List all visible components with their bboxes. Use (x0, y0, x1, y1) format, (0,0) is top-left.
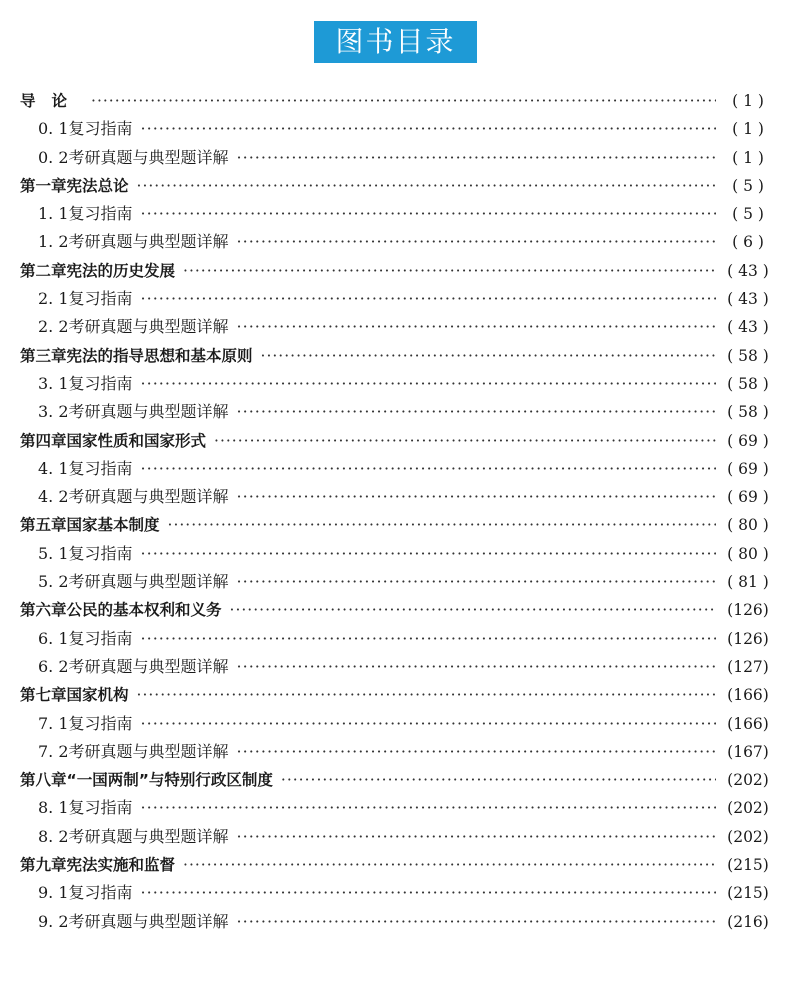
section-title: 考研真题与典型题详解 (68, 826, 229, 846)
page-number: (126) (727, 629, 769, 648)
toc-section-entry[interactable] (20, 115, 772, 143)
section-number: 6. 1 (38, 628, 69, 648)
section-number: 5. 2 (38, 572, 69, 592)
chapter-title: 公民的基本权利和义务 (66, 601, 222, 620)
page-number: ( 58 ) (727, 374, 769, 393)
dot-leader (237, 144, 716, 172)
dot-leader (141, 540, 716, 568)
section-title: 复习指南 (68, 289, 133, 309)
dot-leader (237, 653, 716, 681)
chapter-number: 第五章 (20, 516, 67, 535)
toc-section-entry[interactable] (20, 455, 772, 483)
section-title: 复习指南 (68, 798, 133, 818)
section-number: 7. 2 (38, 741, 69, 761)
chapter-title: 国家机构 (66, 686, 129, 705)
dot-leader (91, 87, 716, 115)
chapter-number: 第三章 (20, 346, 67, 365)
dot-leader (230, 596, 716, 624)
toc-section-entry[interactable] (20, 370, 772, 398)
page-number: ( 58 ) (727, 403, 769, 422)
section-number: 2. 2 (38, 317, 69, 337)
table-of-contents (20, 87, 772, 936)
page-number: ( 69 ) (727, 488, 769, 507)
section-number: 3. 1 (38, 373, 69, 393)
section-number: 0. 1 (38, 119, 69, 139)
dot-leader (261, 342, 716, 370)
chapter-title: 宪法的指导思想和基本原则 (66, 346, 253, 365)
dot-leader (141, 710, 716, 738)
page-number: ( 69 ) (727, 431, 769, 450)
toc-chapter-entry[interactable] (20, 342, 772, 370)
chapter-title: 国家基本制度 (66, 516, 160, 535)
toc-section-entry[interactable] (20, 540, 772, 568)
chapter-number: 第一章 (20, 176, 67, 195)
section-number: 8. 1 (38, 798, 69, 818)
section-number: 9. 2 (38, 911, 69, 931)
dot-leader (141, 370, 716, 398)
toc-chapter-entry[interactable] (20, 766, 772, 794)
chapter-title: 宪法总论 (66, 176, 129, 195)
toc-chapter-entry[interactable] (20, 511, 772, 539)
dot-leader (141, 625, 716, 653)
section-title: 复习指南 (68, 713, 133, 733)
page-number: ( 43 ) (727, 290, 769, 309)
dot-leader (237, 483, 716, 511)
page-number: ( 80 ) (727, 516, 769, 535)
toc-section-entry[interactable] (20, 285, 772, 313)
page-number: ( 58 ) (727, 346, 769, 365)
toc-chapter-entry[interactable] (20, 172, 772, 200)
chapter-number: 第四章 (20, 431, 67, 450)
page-number: (167) (727, 742, 769, 761)
toc-section-entry[interactable] (20, 200, 772, 228)
section-title: 考研真题与典型题详解 (68, 487, 229, 507)
dot-leader (141, 794, 716, 822)
toc-section-entry[interactable] (20, 794, 772, 822)
toc-chapter-entry[interactable] (20, 851, 772, 879)
section-title: 复习指南 (68, 458, 133, 478)
chapter-number: 第八章 (20, 771, 67, 790)
section-title: 复习指南 (68, 204, 133, 224)
toc-section-entry[interactable] (20, 568, 772, 596)
page-number: (202) (727, 771, 769, 790)
section-title: 复习指南 (68, 119, 133, 139)
page-number: ( 1 ) (732, 120, 764, 139)
chapter-title: 国家性质和国家形式 (66, 431, 207, 450)
toc-chapter-entry[interactable] (20, 427, 772, 455)
section-number: 1. 2 (38, 232, 69, 252)
page-number: ( 80 ) (727, 544, 769, 563)
chapter-title: 宪法的历史发展 (66, 261, 176, 280)
section-number: 2. 1 (38, 289, 69, 309)
page-number: (127) (727, 657, 769, 676)
section-number: 5. 1 (38, 543, 69, 563)
page-number: (216) (727, 912, 769, 931)
chapter-number: 第九章 (20, 856, 67, 875)
dot-leader (137, 172, 716, 200)
section-title: 考研真题与典型题详解 (68, 911, 229, 931)
toc-section-entry[interactable] (20, 398, 772, 426)
page-number: ( 5 ) (732, 176, 764, 195)
dot-leader (141, 115, 716, 143)
chapter-number: 导论 (20, 92, 84, 110)
chapter-title: 宪法实施和监督 (66, 856, 176, 875)
section-number: 6. 2 (38, 656, 69, 676)
toc-section-entry[interactable] (20, 823, 772, 851)
section-title: 考研真题与典型题详解 (68, 232, 229, 252)
page-number: (202) (727, 799, 769, 818)
toc-section-entry[interactable] (20, 738, 772, 766)
section-number: 3. 2 (38, 402, 69, 422)
dot-leader (281, 766, 716, 794)
section-title: 复习指南 (68, 373, 133, 393)
page-number: ( 6 ) (732, 233, 764, 252)
page-number: ( 43 ) (727, 318, 769, 337)
dot-leader (183, 257, 716, 285)
section-number: 0. 2 (38, 147, 69, 167)
section-title: 考研真题与典型题详解 (68, 317, 229, 337)
page-number: ( 5 ) (732, 205, 764, 224)
toc-chapter-entry[interactable] (20, 87, 772, 115)
page-number: (166) (727, 686, 769, 705)
page-number: ( 81 ) (727, 573, 769, 592)
dot-leader (137, 681, 716, 709)
section-title: 考研真题与典型题详解 (68, 656, 229, 676)
section-title: 考研真题与典型题详解 (68, 147, 229, 167)
dot-leader (183, 851, 716, 879)
dot-leader (237, 228, 716, 256)
chapter-number: 第七章 (20, 686, 67, 705)
page-number: ( 1 ) (732, 92, 764, 110)
chapter-number: 第二章 (20, 261, 67, 280)
page-number: (126) (727, 601, 769, 620)
toc-section-entry[interactable] (20, 625, 772, 653)
section-number: 8. 2 (38, 826, 69, 846)
section-title: 考研真题与典型题详解 (68, 572, 229, 592)
toc-chapter-entry[interactable] (20, 257, 772, 285)
page-number: (215) (727, 856, 769, 875)
dot-leader (237, 568, 716, 596)
toc-section-entry[interactable] (20, 144, 772, 172)
section-title: 复习指南 (68, 883, 133, 903)
section-number: 4. 1 (38, 458, 69, 478)
dot-leader (237, 908, 716, 936)
section-number: 1. 1 (38, 204, 69, 224)
section-title: 复习指南 (68, 628, 133, 648)
chapter-number: 第六章 (20, 601, 67, 620)
toc-section-entry[interactable] (20, 653, 772, 681)
page-number: ( 1 ) (732, 148, 764, 167)
toc-section-entry[interactable] (20, 908, 772, 936)
toc-section-entry[interactable] (20, 879, 772, 907)
chapter-title: “一国两制”与特别行政区制度 (66, 771, 273, 790)
page-number: (166) (727, 714, 769, 733)
dot-leader (141, 285, 716, 313)
section-title: 考研真题与典型题详解 (68, 741, 229, 761)
dot-leader (237, 823, 716, 851)
toc-section-entry[interactable] (20, 313, 772, 341)
dot-leader (141, 879, 716, 907)
dot-leader (237, 398, 716, 426)
page-title: 图书目录 (314, 21, 477, 63)
page-number: (215) (727, 884, 769, 903)
dot-leader (237, 738, 716, 766)
section-number: 7. 1 (38, 713, 69, 733)
section-number: 9. 1 (38, 883, 69, 903)
section-title: 考研真题与典型题详解 (68, 402, 229, 422)
toc-section-entry[interactable] (20, 710, 772, 738)
dot-leader (237, 313, 716, 341)
toc-section-entry[interactable] (20, 228, 772, 256)
page-number: (202) (727, 827, 769, 846)
dot-leader (168, 511, 716, 539)
page-number: ( 69 ) (727, 459, 769, 478)
toc-chapter-entry[interactable] (20, 596, 772, 624)
page-number: ( 43 ) (727, 261, 769, 280)
toc-section-entry[interactable] (20, 483, 772, 511)
section-number: 4. 2 (38, 487, 69, 507)
toc-chapter-entry[interactable] (20, 681, 772, 709)
dot-leader (141, 455, 716, 483)
dot-leader (141, 200, 716, 228)
dot-leader (214, 427, 716, 455)
section-title: 复习指南 (68, 543, 133, 563)
